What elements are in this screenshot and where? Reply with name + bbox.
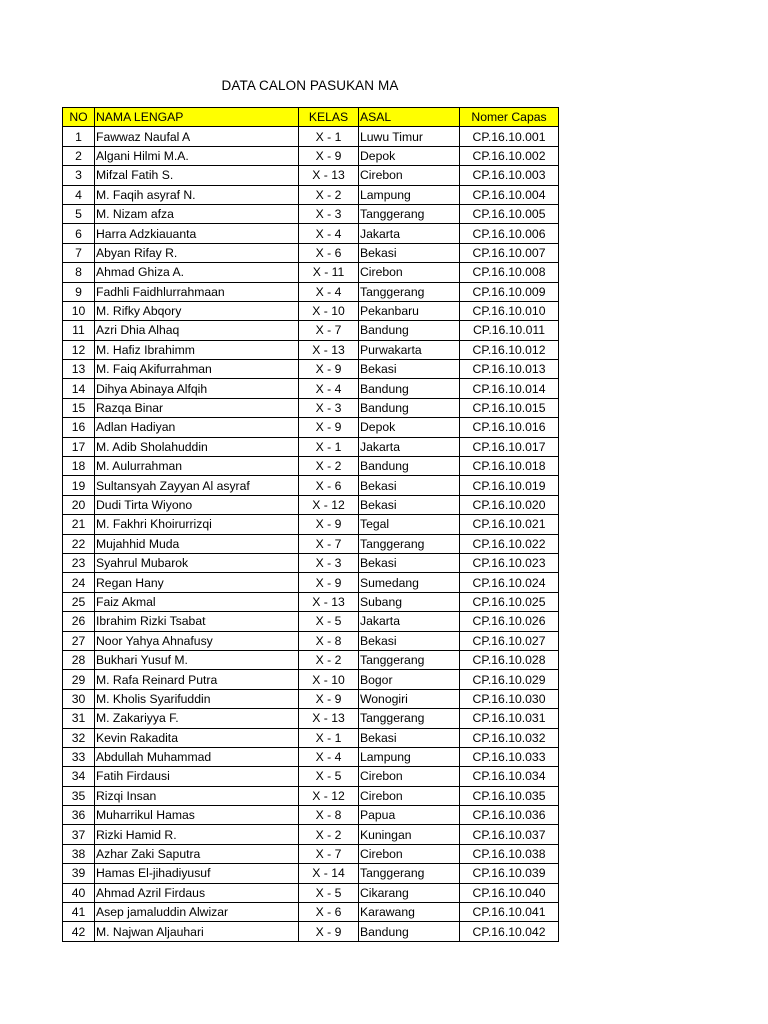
table-row — [63, 495, 559, 514]
table-row — [63, 204, 559, 223]
cell-capas: CP.16.10.039 — [460, 864, 559, 883]
cell-no: 5 — [63, 204, 95, 223]
cell-capas: CP.16.10.009 — [460, 282, 559, 301]
cell-no: 4 — [63, 185, 95, 204]
cell-asal: Cirebon — [359, 166, 460, 185]
cell-kelas: X - 2 — [299, 457, 359, 476]
table-row — [63, 767, 559, 786]
cell-capas: CP.16.10.042 — [460, 922, 559, 941]
cell-kelas: X - 10 — [299, 301, 359, 320]
table-row — [63, 534, 559, 553]
table-row — [63, 437, 559, 456]
cell-name: Regan Hany — [95, 573, 299, 592]
cell-kelas: X - 5 — [299, 883, 359, 902]
cell-kelas: X - 2 — [299, 825, 359, 844]
cell-asal: Tanggerang — [359, 650, 460, 669]
cell-asal: Cirebon — [359, 844, 460, 863]
cell-asal: Bekasi — [359, 631, 460, 650]
cell-kelas: X - 13 — [299, 709, 359, 728]
table-row — [63, 146, 559, 165]
cell-name: Abdullah Muhammad — [95, 747, 299, 766]
table-row — [63, 379, 559, 398]
table-row — [63, 806, 559, 825]
table-row — [63, 903, 559, 922]
cell-kelas: X - 4 — [299, 379, 359, 398]
cell-no: 12 — [63, 340, 95, 359]
cell-asal: Sumedang — [359, 573, 460, 592]
cell-kelas: X - 9 — [299, 360, 359, 379]
cell-name: Abyan Rifay R. — [95, 243, 299, 262]
cell-asal: Subang — [359, 592, 460, 611]
cell-kelas: X - 8 — [299, 631, 359, 650]
cell-kelas: X - 6 — [299, 476, 359, 495]
cell-no: 33 — [63, 747, 95, 766]
cell-asal: Bogor — [359, 670, 460, 689]
cell-capas: CP.16.10.011 — [460, 321, 559, 340]
cell-no: 10 — [63, 301, 95, 320]
cell-name: M. Adib Sholahuddin — [95, 437, 299, 456]
cell-capas: CP.16.10.012 — [460, 340, 559, 359]
table-row — [63, 650, 559, 669]
cell-capas: CP.16.10.001 — [460, 127, 559, 146]
cell-name: Kevin Rakadita — [95, 728, 299, 747]
header-capas: Nomer Capas — [460, 108, 559, 127]
table-row — [63, 321, 559, 340]
cell-no: 11 — [63, 321, 95, 340]
cell-asal: Bandung — [359, 321, 460, 340]
cell-kelas: X - 4 — [299, 282, 359, 301]
cell-asal: Luwu Timur — [359, 127, 460, 146]
table-row — [63, 825, 559, 844]
cell-name: M. Kholis Syarifuddin — [95, 689, 299, 708]
table-row — [63, 786, 559, 805]
table-row — [63, 360, 559, 379]
cell-capas: CP.16.10.038 — [460, 844, 559, 863]
table-header-row — [63, 108, 559, 127]
cell-capas: CP.16.10.037 — [460, 825, 559, 844]
cell-asal: Bekasi — [359, 495, 460, 514]
cell-kelas: X - 7 — [299, 844, 359, 863]
cell-kelas: X - 3 — [299, 553, 359, 572]
cell-capas: CP.16.10.019 — [460, 476, 559, 495]
table-row — [63, 398, 559, 417]
cell-kelas: X - 9 — [299, 515, 359, 534]
table-row — [63, 224, 559, 243]
cell-kelas: X - 7 — [299, 534, 359, 553]
cell-asal: Tanggerang — [359, 534, 460, 553]
cell-no: 6 — [63, 224, 95, 243]
cell-kelas: X - 10 — [299, 670, 359, 689]
cell-capas: CP.16.10.033 — [460, 747, 559, 766]
cell-asal: Tanggerang — [359, 282, 460, 301]
table-row — [63, 709, 559, 728]
cell-kelas: X - 6 — [299, 243, 359, 262]
cell-no: 9 — [63, 282, 95, 301]
cell-name: Fatih Firdausi — [95, 767, 299, 786]
cell-capas: CP.16.10.013 — [460, 360, 559, 379]
table-row — [63, 553, 559, 572]
cell-no: 34 — [63, 767, 95, 786]
cell-no: 42 — [63, 922, 95, 941]
cell-name: Fawwaz Naufal A — [95, 127, 299, 146]
cell-kelas: X - 12 — [299, 786, 359, 805]
cell-capas: CP.16.10.018 — [460, 457, 559, 476]
cell-no: 7 — [63, 243, 95, 262]
cell-no: 15 — [63, 398, 95, 417]
cell-name: Muharrikul Hamas — [95, 806, 299, 825]
cell-asal: Tanggerang — [359, 864, 460, 883]
header-name: NAMA LENGAP — [95, 108, 299, 127]
cell-no: 29 — [63, 670, 95, 689]
cell-capas: CP.16.10.004 — [460, 185, 559, 204]
cell-name: Dihya Abinaya Alfqih — [95, 379, 299, 398]
cell-no: 23 — [63, 553, 95, 572]
cell-name: Sultansyah Zayyan Al asyraf — [95, 476, 299, 495]
cell-no: 3 — [63, 166, 95, 185]
cell-name: Harra Adzkiauanta — [95, 224, 299, 243]
cell-kelas: X - 9 — [299, 689, 359, 708]
table-row — [63, 864, 559, 883]
cell-no: 8 — [63, 263, 95, 282]
cell-no: 28 — [63, 650, 95, 669]
table-row — [63, 457, 559, 476]
cell-asal: Karawang — [359, 903, 460, 922]
cell-asal: Jakarta — [359, 612, 460, 631]
cell-kelas: X - 11 — [299, 263, 359, 282]
cell-asal: Lampung — [359, 185, 460, 204]
cell-asal: Bekasi — [359, 476, 460, 495]
table-row — [63, 185, 559, 204]
cell-name: Mujahhid Muda — [95, 534, 299, 553]
cell-asal: Purwakarta — [359, 340, 460, 359]
cell-name: Hamas El-jihadiyusuf — [95, 864, 299, 883]
cell-name: Asep jamaluddin Alwizar — [95, 903, 299, 922]
cell-capas: CP.16.10.022 — [460, 534, 559, 553]
cell-capas: CP.16.10.006 — [460, 224, 559, 243]
cell-name: Razqa Binar — [95, 398, 299, 417]
header-asal: ASAL — [359, 108, 460, 127]
cell-asal: Papua — [359, 806, 460, 825]
table-row — [63, 689, 559, 708]
cell-name: Faiz Akmal — [95, 592, 299, 611]
cell-name: M. Rifky Abqory — [95, 301, 299, 320]
table-row — [63, 340, 559, 359]
cell-kelas: X - 7 — [299, 321, 359, 340]
table-row — [63, 631, 559, 650]
cell-asal: Bandung — [359, 922, 460, 941]
cell-asal: Depok — [359, 146, 460, 165]
cell-name: Noor Yahya Ahnafusy — [95, 631, 299, 650]
cell-name: M. Najwan Aljauhari — [95, 922, 299, 941]
cell-no: 17 — [63, 437, 95, 456]
cell-name: Ahmad Azril Firdaus — [95, 883, 299, 902]
cell-capas: CP.16.10.031 — [460, 709, 559, 728]
cell-name: M. Faiq Akifurrahman — [95, 360, 299, 379]
cell-capas: CP.16.10.029 — [460, 670, 559, 689]
cell-name: Ibrahim Rizki Tsabat — [95, 612, 299, 631]
table-row — [63, 282, 559, 301]
cell-no: 19 — [63, 476, 95, 495]
cell-no: 26 — [63, 612, 95, 631]
cell-name: Ahmad Ghiza A. — [95, 263, 299, 282]
header-kelas: KELAS — [299, 108, 359, 127]
cell-name: M. Aulurrahman — [95, 457, 299, 476]
cell-capas: CP.16.10.035 — [460, 786, 559, 805]
cell-asal: Bandung — [359, 379, 460, 398]
cell-no: 13 — [63, 360, 95, 379]
cell-no: 25 — [63, 592, 95, 611]
cell-name: Adlan Hadiyan — [95, 418, 299, 437]
cell-name: Azri Dhia Alhaq — [95, 321, 299, 340]
cell-capas: CP.16.10.016 — [460, 418, 559, 437]
cell-asal: Lampung — [359, 747, 460, 766]
cell-no: 32 — [63, 728, 95, 747]
cell-kelas: X - 13 — [299, 340, 359, 359]
cell-no: 18 — [63, 457, 95, 476]
cell-no: 38 — [63, 844, 95, 863]
cell-capas: CP.16.10.007 — [460, 243, 559, 262]
cell-name: M. Nizam afza — [95, 204, 299, 223]
cell-capas: CP.16.10.015 — [460, 398, 559, 417]
cell-kelas: X - 9 — [299, 922, 359, 941]
table-row — [63, 592, 559, 611]
cell-kelas: X - 14 — [299, 864, 359, 883]
cell-no: 16 — [63, 418, 95, 437]
cell-no: 2 — [63, 146, 95, 165]
cell-asal: Jakarta — [359, 437, 460, 456]
cell-asal: Bandung — [359, 457, 460, 476]
cell-name: M. Zakariyya F. — [95, 709, 299, 728]
cell-kelas: X - 4 — [299, 224, 359, 243]
cell-kelas: X - 13 — [299, 592, 359, 611]
cell-capas: CP.16.10.014 — [460, 379, 559, 398]
cell-capas: CP.16.10.040 — [460, 883, 559, 902]
table-row — [63, 127, 559, 146]
cell-no: 35 — [63, 786, 95, 805]
cell-asal: Tanggerang — [359, 204, 460, 223]
cell-asal: Wonogiri — [359, 689, 460, 708]
cell-kelas: X - 2 — [299, 185, 359, 204]
cell-capas: CP.16.10.032 — [460, 728, 559, 747]
cell-no: 31 — [63, 709, 95, 728]
cell-no: 22 — [63, 534, 95, 553]
cell-capas: CP.16.10.003 — [460, 166, 559, 185]
cell-no: 41 — [63, 903, 95, 922]
cell-kelas: X - 1 — [299, 127, 359, 146]
cell-asal: Cikarang — [359, 883, 460, 902]
cell-asal: Tanggerang — [359, 709, 460, 728]
cell-name: M. Faqih asyraf N. — [95, 185, 299, 204]
cell-capas: CP.16.10.026 — [460, 612, 559, 631]
cell-capas: CP.16.10.030 — [460, 689, 559, 708]
cell-kelas: X - 9 — [299, 146, 359, 165]
cell-name: Azhar Zaki Saputra — [95, 844, 299, 863]
cell-asal: Cirebon — [359, 263, 460, 282]
cell-no: 14 — [63, 379, 95, 398]
cell-capas: CP.16.10.023 — [460, 553, 559, 572]
cell-name: Dudi Tirta Wiyono — [95, 495, 299, 514]
table-row — [63, 670, 559, 689]
cell-capas: CP.16.10.020 — [460, 495, 559, 514]
cell-capas: CP.16.10.034 — [460, 767, 559, 786]
cell-no: 39 — [63, 864, 95, 883]
cell-asal: Tegal — [359, 515, 460, 534]
table-row — [63, 728, 559, 747]
cell-kelas: X - 12 — [299, 495, 359, 514]
cell-name: M. Hafiz Ibrahimm — [95, 340, 299, 359]
cell-capas: CP.16.10.017 — [460, 437, 559, 456]
table-row — [63, 747, 559, 766]
cell-name: Mifzal Fatih S. — [95, 166, 299, 185]
cell-asal: Bandung — [359, 398, 460, 417]
cell-name: Rizqi Insan — [95, 786, 299, 805]
cell-no: 36 — [63, 806, 95, 825]
cell-asal: Jakarta — [359, 224, 460, 243]
cell-name: M. Fakhri Khoirurrizqi — [95, 515, 299, 534]
cell-kelas: X - 4 — [299, 747, 359, 766]
table-row — [63, 573, 559, 592]
cell-kelas: X - 5 — [299, 767, 359, 786]
cell-no: 30 — [63, 689, 95, 708]
table-row — [63, 883, 559, 902]
cell-asal: Cirebon — [359, 786, 460, 805]
cell-name: Fadhli Faidhlurrahmaan — [95, 282, 299, 301]
cell-no: 1 — [63, 127, 95, 146]
table-row — [63, 263, 559, 282]
cell-name: Syahrul Mubarok — [95, 553, 299, 572]
cell-capas: CP.16.10.021 — [460, 515, 559, 534]
cell-capas: CP.16.10.036 — [460, 806, 559, 825]
cell-asal: Bekasi — [359, 728, 460, 747]
cell-no: 27 — [63, 631, 95, 650]
cell-capas: CP.16.10.024 — [460, 573, 559, 592]
cell-capas: CP.16.10.005 — [460, 204, 559, 223]
table-row — [63, 243, 559, 262]
table-row — [63, 612, 559, 631]
cell-capas: CP.16.10.027 — [460, 631, 559, 650]
cell-name: Bukhari Yusuf M. — [95, 650, 299, 669]
cell-kelas: X - 1 — [299, 437, 359, 456]
cell-kelas: X - 1 — [299, 728, 359, 747]
cell-asal: Depok — [359, 418, 460, 437]
cell-capas: CP.16.10.002 — [460, 146, 559, 165]
cell-kelas: X - 13 — [299, 166, 359, 185]
cell-kelas: X - 9 — [299, 573, 359, 592]
cell-capas: CP.16.10.041 — [460, 903, 559, 922]
cell-asal: Cirebon — [359, 767, 460, 786]
cell-kelas: X - 3 — [299, 398, 359, 417]
cell-no: 21 — [63, 515, 95, 534]
document-title: DATA CALON PASUKAN MA — [221, 78, 399, 93]
cell-kelas: X - 9 — [299, 418, 359, 437]
cell-asal: Pekanbaru — [359, 301, 460, 320]
cell-no: 37 — [63, 825, 95, 844]
cell-no: 20 — [63, 495, 95, 514]
cell-capas: CP.16.10.028 — [460, 650, 559, 669]
cell-asal: Kuningan — [359, 825, 460, 844]
cell-kelas: X - 8 — [299, 806, 359, 825]
table-row — [63, 166, 559, 185]
roster-table — [62, 107, 559, 942]
cell-kelas: X - 2 — [299, 650, 359, 669]
table-row — [63, 844, 559, 863]
table-row — [63, 922, 559, 941]
cell-kelas: X - 5 — [299, 612, 359, 631]
cell-capas: CP.16.10.010 — [460, 301, 559, 320]
header-no: NO — [63, 108, 95, 127]
cell-asal: Bekasi — [359, 553, 460, 572]
cell-name: Rizki Hamid R. — [95, 825, 299, 844]
cell-asal: Bekasi — [359, 360, 460, 379]
table-row — [63, 476, 559, 495]
table-row — [63, 418, 559, 437]
cell-kelas: X - 3 — [299, 204, 359, 223]
cell-no: 24 — [63, 573, 95, 592]
cell-asal: Bekasi — [359, 243, 460, 262]
cell-capas: CP.16.10.008 — [460, 263, 559, 282]
cell-name: M. Rafa Reinard Putra — [95, 670, 299, 689]
table-row — [63, 515, 559, 534]
cell-capas: CP.16.10.025 — [460, 592, 559, 611]
table-row — [63, 301, 559, 320]
cell-kelas: X - 6 — [299, 903, 359, 922]
table-body — [63, 127, 559, 941]
cell-no: 40 — [63, 883, 95, 902]
cell-name: Algani Hilmi M.A. — [95, 146, 299, 165]
